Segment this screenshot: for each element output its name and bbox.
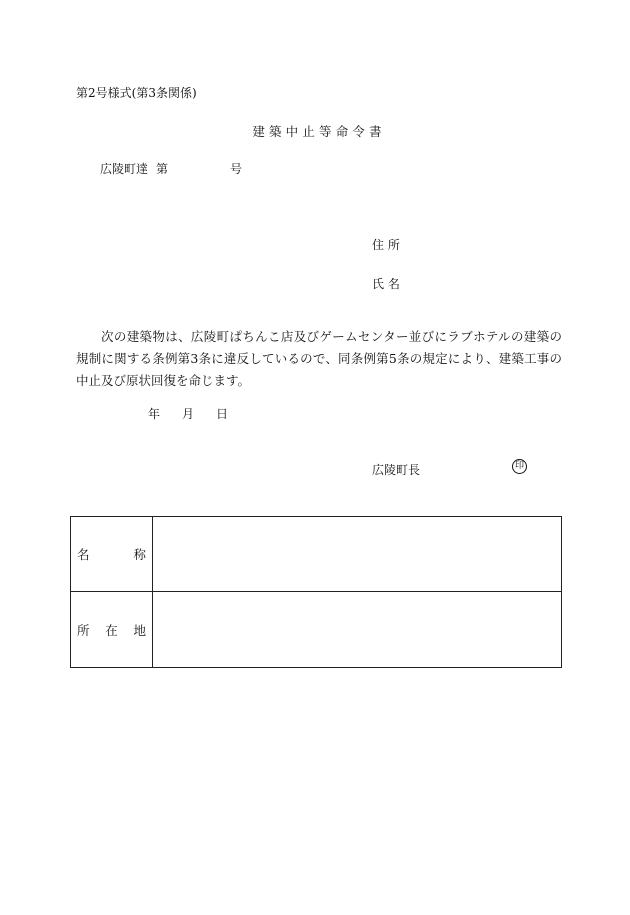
- date-day: 日: [216, 407, 229, 421]
- order-body-text: 次の建築物は、広陵町ぱちんこ店及びゲームセンター並びにラブホテルの建築の規制に関する条例第3条に違反しているので、同条例第5条の規定により、建築工事の中止及び原状回復を命じます。: [76, 329, 562, 388]
- issuer-title: 広陵町長: [372, 463, 421, 477]
- building-info-table: [70, 516, 562, 668]
- date-line: [148, 405, 228, 422]
- address-label: 住 所: [372, 238, 400, 252]
- table-row: [71, 592, 562, 668]
- document-number-dai: 第: [156, 162, 169, 176]
- document-title: 建 築 中 止 等 命 令 書: [252, 124, 382, 139]
- building-name-label: [71, 517, 153, 592]
- document-number-go: 号: [230, 162, 243, 176]
- document-number: [100, 160, 242, 177]
- seal-icon: 印: [512, 459, 527, 474]
- label-char: 在: [105, 622, 118, 638]
- form-label: 第2号様式(第3条関係): [76, 86, 197, 100]
- building-location-label: [71, 592, 153, 668]
- label-char: 所: [77, 622, 90, 638]
- building-name-value: [153, 517, 562, 592]
- name-label: 氏 名: [372, 277, 400, 291]
- table-row: [71, 517, 562, 592]
- building-location-value: [153, 592, 562, 668]
- document-number-prefix: 広陵町達: [100, 162, 149, 176]
- date-year: 年: [148, 407, 161, 421]
- label-char: 地: [133, 622, 146, 638]
- label-char: 名: [77, 547, 90, 562]
- date-month: 月: [182, 407, 195, 421]
- label-char: 称: [133, 547, 146, 562]
